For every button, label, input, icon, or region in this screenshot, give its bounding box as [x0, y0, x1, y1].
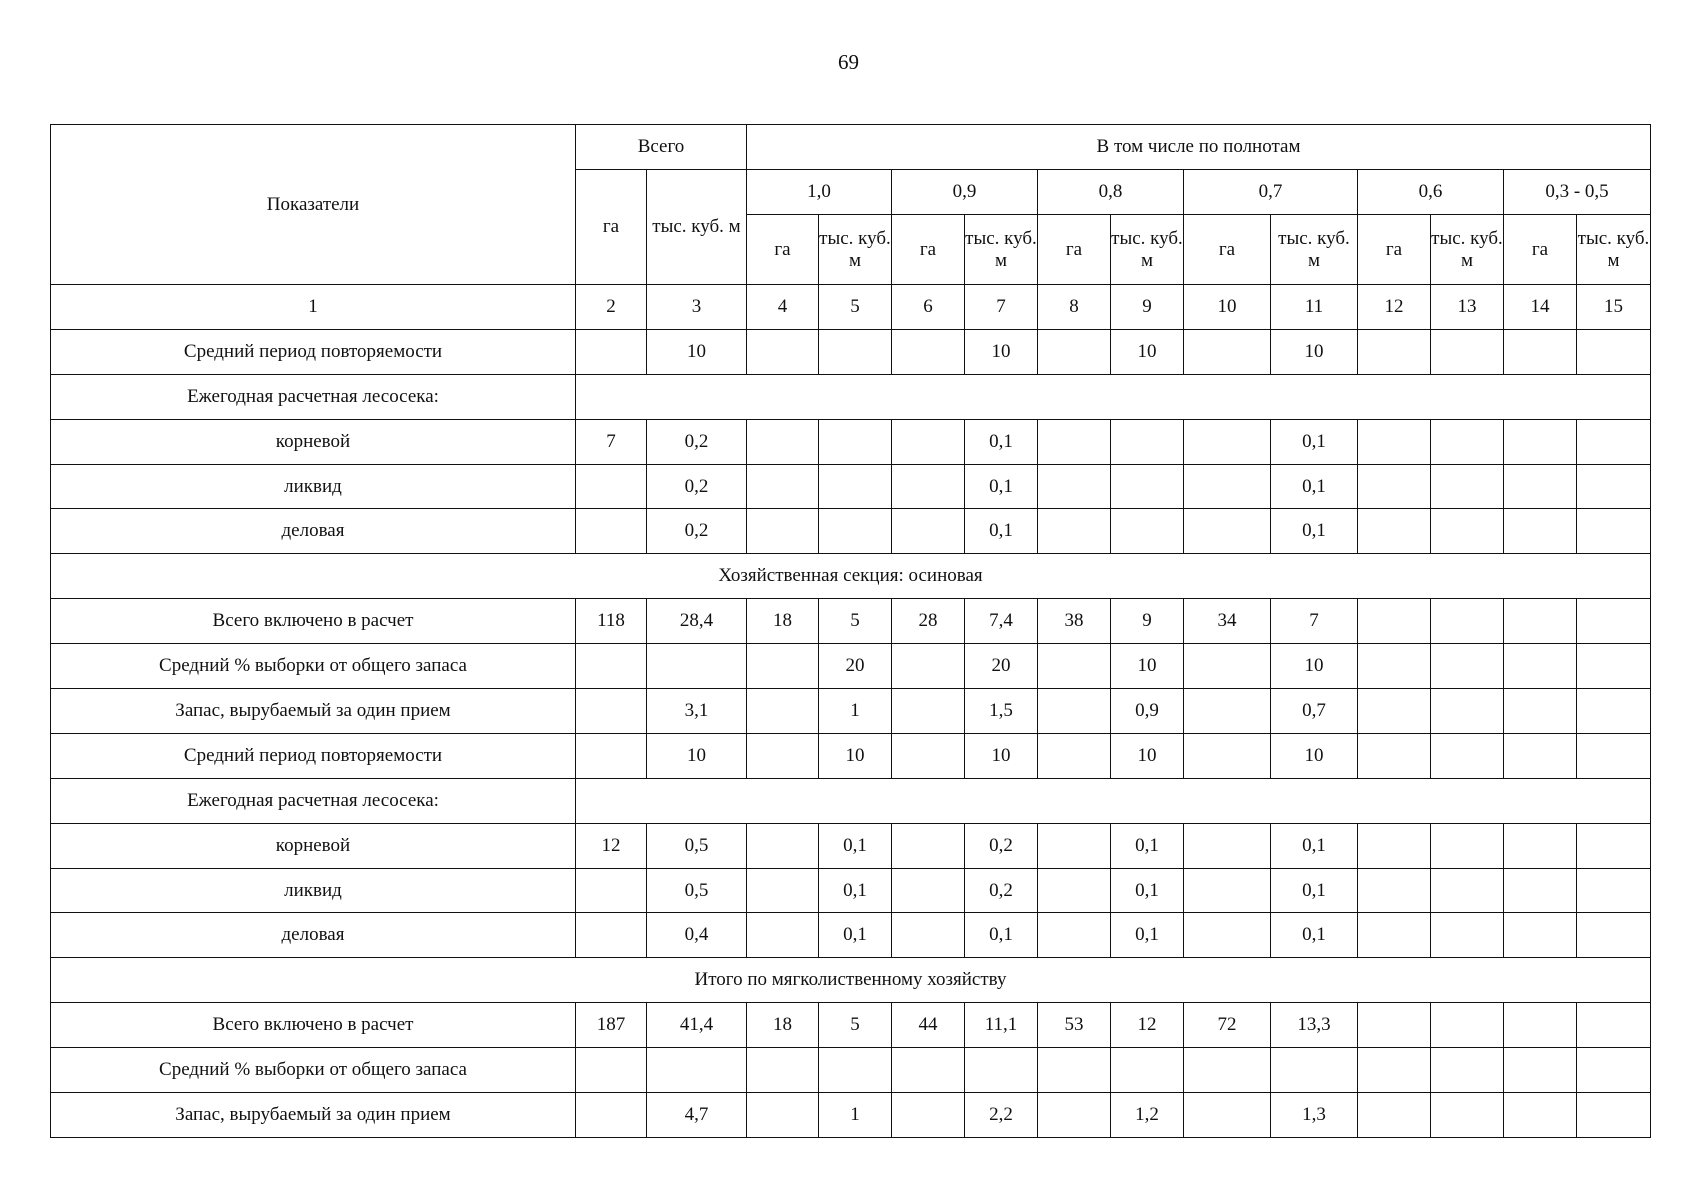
table-cell: 10: [819, 733, 892, 778]
table-cell: [1504, 823, 1577, 868]
table-row: [51, 599, 1651, 644]
table-cell: [892, 913, 965, 958]
row-label: Средний период повторяемости: [51, 329, 576, 374]
table-cell: 53: [1038, 1003, 1111, 1048]
table-cell: [1184, 733, 1271, 778]
table-cell: [1504, 1003, 1577, 1048]
column-number: 14: [1504, 285, 1577, 330]
table-cell: [1358, 509, 1431, 554]
table-cell: 18: [747, 1003, 819, 1048]
table-cell: 0,9: [1111, 689, 1184, 734]
column-number: 4: [747, 285, 819, 330]
table-cell: [819, 419, 892, 464]
table-cell: [647, 1048, 747, 1093]
table-cell: [576, 733, 647, 778]
table-cell: [1038, 913, 1111, 958]
header-volume: тыс. куб. м: [1577, 215, 1651, 285]
column-number: 9: [1111, 285, 1184, 330]
table-cell: [576, 509, 647, 554]
table-row: [51, 823, 1651, 868]
table-cell: [1038, 733, 1111, 778]
table-cell: [892, 509, 965, 554]
table-cell: [1577, 464, 1651, 509]
header-total-volume: тыс. куб. м: [647, 170, 747, 285]
section-title: Хозяйственная секция: осиновая: [51, 554, 1651, 599]
table-cell: [1577, 1048, 1651, 1093]
row-label: корневой: [51, 419, 576, 464]
group-label-row: [51, 778, 1651, 823]
table-cell: 10: [647, 733, 747, 778]
table-cell: [1504, 733, 1577, 778]
table-cell: [1184, 689, 1271, 734]
table-cell: 0,5: [647, 823, 747, 868]
table-cell: 0,1: [1111, 913, 1184, 958]
table-cell: 0,1: [1271, 464, 1358, 509]
table-cell: [1504, 1093, 1577, 1138]
table-cell: [1358, 464, 1431, 509]
table-cell: 0,1: [1111, 868, 1184, 913]
table-cell: [1358, 644, 1431, 689]
column-number: 10: [1184, 285, 1271, 330]
table-cell: [1504, 599, 1577, 644]
table-cell: 10: [1271, 644, 1358, 689]
table-cell: [892, 644, 965, 689]
header-density: 0,8: [1038, 170, 1184, 215]
table-header: [51, 125, 1651, 330]
table-cell: [747, 1093, 819, 1138]
table-cell: [1504, 644, 1577, 689]
table-cell: [576, 689, 647, 734]
table-cell: [1358, 599, 1431, 644]
column-number: 8: [1038, 285, 1111, 330]
table-body: [51, 329, 1651, 1137]
table-cell: [1038, 823, 1111, 868]
table-cell: 13,3: [1271, 1003, 1358, 1048]
table-cell: [892, 329, 965, 374]
header-volume: тыс. куб. м: [1431, 215, 1504, 285]
table-cell: 0,1: [1271, 509, 1358, 554]
table-cell: [1577, 823, 1651, 868]
row-label: Ежегодная расчетная лесосека:: [51, 778, 576, 823]
table-cell: [1038, 1048, 1111, 1093]
table-cell: 44: [892, 1003, 965, 1048]
table-cell: [1358, 1048, 1431, 1093]
table-cell: [747, 509, 819, 554]
table-cell: 0,2: [647, 419, 747, 464]
row-label: ликвид: [51, 868, 576, 913]
column-number: 1: [51, 285, 576, 330]
table-cell: [1184, 464, 1271, 509]
table-cell: [1431, 823, 1504, 868]
header-ha: га: [1358, 215, 1431, 285]
table-row: [51, 913, 1651, 958]
table-cell: [1431, 419, 1504, 464]
table-cell: 0,1: [965, 913, 1038, 958]
header-ha: га: [1038, 215, 1111, 285]
column-number: 13: [1431, 285, 1504, 330]
table-cell: [576, 1093, 647, 1138]
table-cell: 10: [965, 329, 1038, 374]
table-cell: [1111, 1048, 1184, 1093]
table-cell: [1184, 329, 1271, 374]
table-cell: 0,1: [1271, 419, 1358, 464]
table-cell: 4,7: [647, 1093, 747, 1138]
table-cell: 9: [1111, 599, 1184, 644]
column-number: 5: [819, 285, 892, 330]
table-cell: 41,4: [647, 1003, 747, 1048]
table-cell: [747, 644, 819, 689]
table-cell: [892, 868, 965, 913]
row-label: Запас, вырубаемый за один прием: [51, 1093, 576, 1138]
table-cell: 0,1: [965, 419, 1038, 464]
table-cell: [1431, 509, 1504, 554]
table-cell: [1184, 913, 1271, 958]
table-cell: 0,1: [819, 868, 892, 913]
table-cell: 5: [819, 599, 892, 644]
table-cell: 0,5: [647, 868, 747, 913]
group-label-row: [51, 374, 1651, 419]
table-cell: 10: [1111, 644, 1184, 689]
table-cell: 28,4: [647, 599, 747, 644]
table-cell: [1038, 644, 1111, 689]
table-cell: [892, 1048, 965, 1093]
table-cell: 0,1: [819, 823, 892, 868]
table-cell: [647, 644, 747, 689]
row-label: ликвид: [51, 464, 576, 509]
table-cell: [1431, 733, 1504, 778]
table-cell: [819, 1048, 892, 1093]
table-cell: 0,1: [965, 509, 1038, 554]
table-cell: 0,2: [647, 509, 747, 554]
row-label: Средний период повторяемости: [51, 733, 576, 778]
table-cell: 187: [576, 1003, 647, 1048]
table-cell: 0,1: [1271, 913, 1358, 958]
table-cell: [1431, 464, 1504, 509]
table-cell: [1577, 419, 1651, 464]
table-cell: [1577, 1093, 1651, 1138]
section-title: Итого по мягколиственному хозяйству: [51, 958, 1651, 1003]
section-header-row: [51, 958, 1651, 1003]
forest-data-table: [50, 124, 1651, 1138]
table-cell: 34: [1184, 599, 1271, 644]
table-row: [51, 644, 1651, 689]
row-label: корневой: [51, 823, 576, 868]
table-cell: 0,2: [647, 464, 747, 509]
table-cell: [747, 689, 819, 734]
table-cell: [1577, 509, 1651, 554]
header-density: 0,7: [1184, 170, 1358, 215]
table-cell: [1358, 733, 1431, 778]
table-cell: [1358, 419, 1431, 464]
table-cell: [747, 419, 819, 464]
table-cell: [892, 733, 965, 778]
column-number: 11: [1271, 285, 1358, 330]
table-cell: 1: [819, 689, 892, 734]
row-label: Ежегодная расчетная лесосека:: [51, 374, 576, 419]
row-label: Средний % выборки от общего запаса: [51, 644, 576, 689]
table-row: [51, 419, 1651, 464]
table-cell: 118: [576, 599, 647, 644]
table-cell: [1111, 419, 1184, 464]
table-cell: [892, 464, 965, 509]
table-cell: 18: [747, 599, 819, 644]
column-number: 7: [965, 285, 1038, 330]
table-cell: 12: [1111, 1003, 1184, 1048]
row-label: деловая: [51, 913, 576, 958]
table-cell: 7: [1271, 599, 1358, 644]
table-cell: [576, 868, 647, 913]
table-cell: 0,1: [819, 913, 892, 958]
table-cell: [1038, 509, 1111, 554]
page-number: 69: [838, 50, 859, 74]
header-ha: га: [892, 215, 965, 285]
table-cell: 10: [1271, 329, 1358, 374]
table-cell: [1577, 644, 1651, 689]
header-density: 0,6: [1358, 170, 1504, 215]
table-cell: [1577, 599, 1651, 644]
table-cell: [1111, 509, 1184, 554]
header-total: Всего: [576, 125, 747, 170]
table-cell: [747, 464, 819, 509]
table-row: [51, 1093, 1651, 1138]
table-cell: [1504, 913, 1577, 958]
table-cell: [576, 913, 647, 958]
column-number-row: [51, 285, 1651, 330]
table-cell: 72: [1184, 1003, 1271, 1048]
table-cell: 0,4: [647, 913, 747, 958]
header-density: 1,0: [747, 170, 892, 215]
table-cell: 0,1: [1111, 823, 1184, 868]
table-cell: 0,1: [965, 464, 1038, 509]
column-number: 3: [647, 285, 747, 330]
table-row: [51, 464, 1651, 509]
header-total-ha: га: [576, 170, 647, 285]
table-cell: [1577, 868, 1651, 913]
table-cell: [1431, 1093, 1504, 1138]
table-cell: [747, 913, 819, 958]
column-number: 6: [892, 285, 965, 330]
table-cell: 0,2: [965, 868, 1038, 913]
table-cell: [892, 1093, 965, 1138]
table-cell: [819, 464, 892, 509]
table-cell: [1504, 329, 1577, 374]
table-cell: [1038, 689, 1111, 734]
table-cell: 1,3: [1271, 1093, 1358, 1138]
table-cell: [1038, 868, 1111, 913]
table-cell: [1431, 689, 1504, 734]
column-number: 2: [576, 285, 647, 330]
table-cell: [747, 329, 819, 374]
table-row: [51, 868, 1651, 913]
table-cell: 12: [576, 823, 647, 868]
header-density: 0,9: [892, 170, 1038, 215]
table-cell: 5: [819, 1003, 892, 1048]
table-cell: [576, 464, 647, 509]
table-cell: [1184, 823, 1271, 868]
table-cell: [1431, 329, 1504, 374]
table-row: [51, 1048, 1651, 1093]
table-cell: [1038, 1093, 1111, 1138]
row-label: Всего включено в расчет: [51, 599, 576, 644]
table-cell: 10: [1111, 329, 1184, 374]
table-cell: [747, 868, 819, 913]
table-row: [51, 733, 1651, 778]
table-cell: 0,7: [1271, 689, 1358, 734]
table-cell: [1577, 913, 1651, 958]
table-cell: [1038, 464, 1111, 509]
empty-merged-cell: [576, 778, 1651, 823]
empty-merged-cell: [576, 374, 1651, 419]
table-cell: [1184, 644, 1271, 689]
table-cell: [1271, 1048, 1358, 1093]
table-cell: [576, 1048, 647, 1093]
table-cell: [1358, 913, 1431, 958]
table-cell: [1358, 329, 1431, 374]
table-cell: 1: [819, 1093, 892, 1138]
table-cell: [1358, 689, 1431, 734]
table-cell: [1184, 1093, 1271, 1138]
table-cell: [1184, 419, 1271, 464]
table-cell: [1577, 733, 1651, 778]
table-cell: [1504, 464, 1577, 509]
table-cell: [1504, 689, 1577, 734]
table-cell: [1504, 1048, 1577, 1093]
table-cell: [1431, 1003, 1504, 1048]
table-cell: [965, 1048, 1038, 1093]
table-cell: [1577, 329, 1651, 374]
table-cell: [747, 823, 819, 868]
table-cell: [576, 644, 647, 689]
column-number: 15: [1577, 285, 1651, 330]
table-cell: [1577, 689, 1651, 734]
table-cell: 1,5: [965, 689, 1038, 734]
table-cell: 11,1: [965, 1003, 1038, 1048]
table-cell: 0,1: [1271, 823, 1358, 868]
table-cell: 7,4: [965, 599, 1038, 644]
header-volume: тыс. куб. м: [819, 215, 892, 285]
table-cell: [1504, 509, 1577, 554]
table-cell: [1431, 599, 1504, 644]
table-cell: 10: [965, 733, 1038, 778]
table-cell: [892, 689, 965, 734]
header-indicators: Показатели: [51, 125, 576, 285]
table-cell: [1504, 868, 1577, 913]
table-cell: [1504, 419, 1577, 464]
header-volume: тыс. куб. м: [1271, 215, 1358, 285]
row-label: Всего включено в расчет: [51, 1003, 576, 1048]
header-density: 0,3 - 0,5: [1504, 170, 1651, 215]
table-cell: [576, 329, 647, 374]
table-row: [51, 329, 1651, 374]
row-label: деловая: [51, 509, 576, 554]
table-cell: 2,2: [965, 1093, 1038, 1138]
table-cell: 28: [892, 599, 965, 644]
table-cell: 1,2: [1111, 1093, 1184, 1138]
table-cell: 10: [1111, 733, 1184, 778]
table-cell: [1184, 1048, 1271, 1093]
table-row: [51, 509, 1651, 554]
header-ha: га: [1504, 215, 1577, 285]
table-row: [51, 689, 1651, 734]
table-cell: [1358, 1003, 1431, 1048]
table-cell: 10: [647, 329, 747, 374]
table-cell: 38: [1038, 599, 1111, 644]
table-cell: 0,2: [965, 823, 1038, 868]
table-cell: 10: [1271, 733, 1358, 778]
table-cell: 3,1: [647, 689, 747, 734]
table-cell: [1038, 329, 1111, 374]
table-cell: [1431, 644, 1504, 689]
table-cell: [892, 419, 965, 464]
header-volume: тыс. куб. м: [1111, 215, 1184, 285]
header-by-density: В том числе по полнотам: [747, 125, 1651, 170]
table-cell: [1358, 823, 1431, 868]
table-cell: [747, 1048, 819, 1093]
table-cell: [1184, 509, 1271, 554]
table-cell: [892, 823, 965, 868]
table-cell: [1358, 868, 1431, 913]
table-cell: [747, 733, 819, 778]
table-row: [51, 1003, 1651, 1048]
table-cell: [1111, 464, 1184, 509]
column-number: 12: [1358, 285, 1431, 330]
header-ha: га: [747, 215, 819, 285]
table-cell: [819, 509, 892, 554]
table-cell: [1431, 913, 1504, 958]
table-cell: [1577, 1003, 1651, 1048]
header-volume: тыс. куб. м: [965, 215, 1038, 285]
table-cell: [1184, 868, 1271, 913]
table-cell: 20: [819, 644, 892, 689]
row-label: Средний % выборки от общего запаса: [51, 1048, 576, 1093]
table-cell: [1431, 1048, 1504, 1093]
table-cell: 7: [576, 419, 647, 464]
table-cell: [1038, 419, 1111, 464]
row-label: Запас, вырубаемый за один прием: [51, 689, 576, 734]
table-cell: 0,1: [1271, 868, 1358, 913]
table-cell: [1431, 868, 1504, 913]
section-header-row: [51, 554, 1651, 599]
table-cell: 20: [965, 644, 1038, 689]
table-cell: [819, 329, 892, 374]
header-ha: га: [1184, 215, 1271, 285]
table-cell: [1358, 1093, 1431, 1138]
